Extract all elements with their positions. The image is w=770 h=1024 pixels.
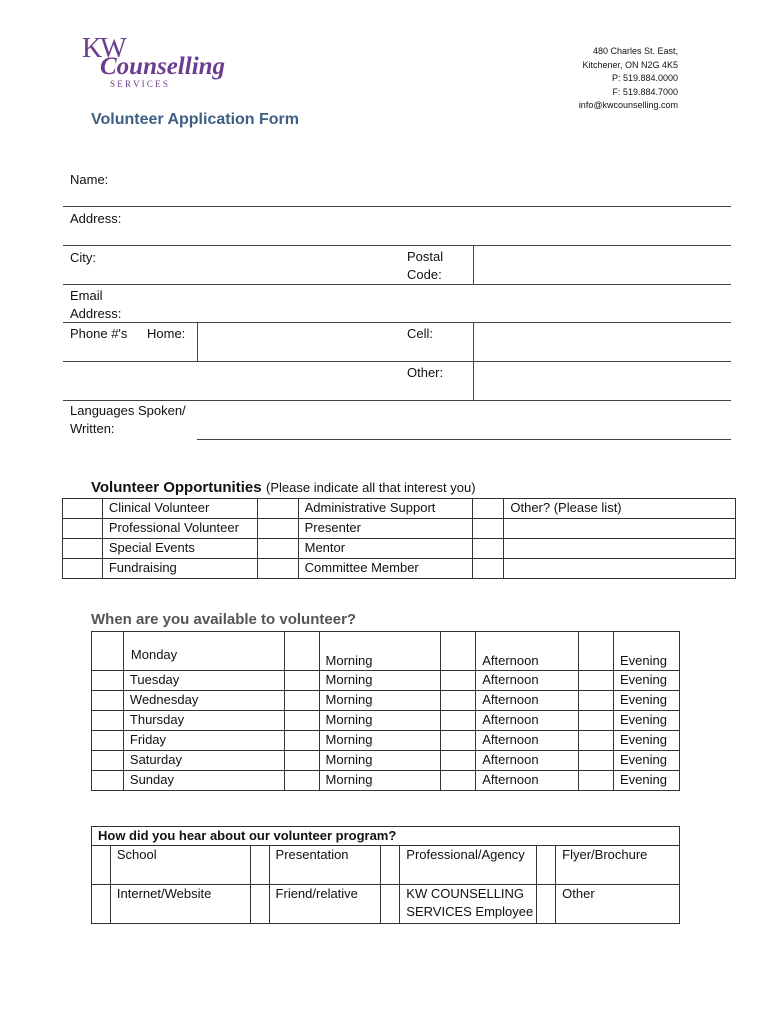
opportunities-table — [62, 498, 736, 579]
checkbox[interactable] — [92, 846, 111, 885]
day-label: Tuesday — [123, 671, 284, 691]
option-label: Committee Member — [298, 559, 473, 579]
slot-label: Morning — [319, 731, 441, 751]
option-label: Presentation — [269, 846, 381, 885]
slot-checkbox[interactable] — [441, 711, 476, 731]
checkbox[interactable] — [63, 519, 103, 539]
option-label: Other? (Please list) — [504, 499, 736, 519]
option-label: Other — [556, 885, 680, 924]
option-label: Flyer/Brochure — [556, 846, 680, 885]
name-field[interactable] — [130, 168, 730, 206]
table-row — [63, 539, 736, 559]
languages-label-line: Languages Spoken/ — [70, 403, 186, 418]
other-input[interactable] — [504, 559, 736, 579]
logo-counselling: Counselling — [100, 53, 226, 80]
logo-kw: KW — [82, 33, 125, 64]
slot-label: Morning — [319, 691, 441, 711]
option-label-line: SERVICES Employee — [406, 904, 534, 919]
day-checkbox[interactable] — [92, 711, 124, 731]
day-label: Sunday — [123, 771, 284, 791]
slot-checkbox[interactable] — [284, 632, 319, 671]
slot-checkbox[interactable] — [284, 771, 319, 791]
table-row — [92, 711, 680, 731]
slot-label: Morning — [319, 751, 441, 771]
other-phone-label: Other: — [407, 365, 444, 380]
slot-checkbox[interactable] — [441, 632, 476, 671]
checkbox[interactable] — [63, 559, 103, 579]
day-label: Friday — [123, 731, 284, 751]
other-input[interactable] — [504, 519, 736, 539]
day-checkbox[interactable] — [92, 632, 124, 671]
slot-checkbox[interactable] — [579, 751, 614, 771]
opportunities-title: Volunteer Opportunities — [91, 479, 262, 496]
slot-label: Afternoon — [476, 771, 579, 791]
address-field[interactable] — [130, 207, 730, 245]
checkbox[interactable] — [92, 885, 111, 924]
table-row — [92, 632, 680, 671]
day-label: Saturday — [123, 751, 284, 771]
day-checkbox[interactable] — [92, 731, 124, 751]
address-label: Address: — [70, 211, 122, 226]
checkbox[interactable] — [473, 539, 504, 559]
table-row — [92, 771, 680, 791]
table-row — [63, 559, 736, 579]
slot-label: Afternoon — [476, 671, 579, 691]
slot-checkbox[interactable] — [441, 731, 476, 751]
languages-label — [70, 402, 186, 438]
slot-label: Afternoon — [476, 632, 579, 671]
option-label: Special Events — [102, 539, 257, 559]
slot-checkbox[interactable] — [284, 711, 319, 731]
slot-checkbox[interactable] — [579, 731, 614, 751]
postal-code-field[interactable] — [474, 246, 730, 284]
checkbox[interactable] — [257, 539, 298, 559]
checkbox[interactable] — [63, 499, 103, 519]
option-label: Fundraising — [102, 559, 257, 579]
slot-checkbox[interactable] — [579, 632, 614, 671]
cell-label: Cell: — [407, 326, 434, 341]
slot-label: Morning — [319, 632, 441, 671]
table-row — [63, 519, 736, 539]
slot-checkbox[interactable] — [284, 731, 319, 751]
address-line: Kitchener, ON N2G 4K5 — [582, 59, 678, 70]
slot-checkbox[interactable] — [284, 691, 319, 711]
checkbox[interactable] — [63, 539, 103, 559]
other-input[interactable] — [504, 539, 736, 559]
checkbox[interactable] — [537, 846, 556, 885]
option-label: Professional/Agency — [400, 846, 537, 885]
slot-label: Evening — [613, 671, 679, 691]
opportunities-subtitle: (Please indicate all that interest you) — [266, 480, 476, 495]
slot-checkbox[interactable] — [441, 671, 476, 691]
table-row — [92, 731, 680, 751]
email-line: info@kwcounselling.com — [578, 100, 678, 110]
slot-label: Morning — [319, 671, 441, 691]
checkbox[interactable] — [250, 846, 269, 885]
table-row — [92, 751, 680, 771]
day-checkbox[interactable] — [92, 751, 124, 771]
option-label-line: KW COUNSELLING — [406, 886, 525, 901]
slot-label: Morning — [319, 771, 441, 791]
divider — [197, 439, 731, 440]
table-row — [92, 885, 680, 924]
slot-label: Evening — [613, 632, 679, 671]
table-row — [92, 846, 680, 885]
referral-table — [91, 826, 680, 924]
option-label — [400, 885, 537, 924]
checkbox[interactable] — [381, 885, 400, 924]
checkbox[interactable] — [381, 846, 400, 885]
option-label: Mentor — [298, 539, 473, 559]
table-row — [63, 499, 736, 519]
checkbox[interactable] — [537, 885, 556, 924]
fax-line: F: 519.884.7000 — [612, 86, 678, 97]
day-checkbox[interactable] — [92, 771, 124, 791]
slot-checkbox[interactable] — [441, 691, 476, 711]
logo — [82, 34, 242, 90]
referral-title: How did you hear about our volunteer program? — [92, 827, 680, 846]
slot-label: Evening — [613, 771, 679, 791]
availability-table — [91, 631, 680, 791]
email-field[interactable] — [130, 285, 730, 322]
checkbox[interactable] — [257, 559, 298, 579]
slot-label: Evening — [613, 691, 679, 711]
table-header-row — [92, 827, 680, 846]
option-label: Administrative Support — [298, 499, 473, 519]
postal-label-line: Postal — [407, 249, 444, 264]
day-checkbox[interactable] — [92, 671, 124, 691]
email-label-line: Email — [70, 288, 103, 303]
checkbox[interactable] — [250, 885, 269, 924]
contact-address — [579, 45, 678, 113]
slot-checkbox[interactable] — [284, 671, 319, 691]
day-label: Monday — [123, 632, 284, 671]
availability-title: When are you available to volunteer? — [91, 611, 357, 628]
languages-label-line: Written: — [70, 421, 115, 436]
day-checkbox[interactable] — [92, 691, 124, 711]
phone-label: Phone #'s — [70, 326, 128, 341]
day-label: Thursday — [123, 711, 284, 731]
postal-label — [407, 248, 443, 284]
option-label: Friend/relative — [269, 885, 381, 924]
option-label: Internet/Website — [110, 885, 250, 924]
slot-label: Morning — [319, 711, 441, 731]
opportunities-heading — [91, 479, 476, 497]
option-label: Professional Volunteer — [102, 519, 257, 539]
slot-label: Evening — [613, 731, 679, 751]
address-line: 480 Charles St. East, — [592, 46, 678, 56]
city-label: City: — [70, 250, 96, 265]
slot-checkbox[interactable] — [579, 691, 614, 711]
other-phone-field[interactable] — [474, 362, 730, 400]
slot-checkbox[interactable] — [284, 751, 319, 771]
slot-label: Evening — [613, 711, 679, 731]
checkbox[interactable] — [473, 559, 504, 579]
city-field[interactable] — [110, 246, 398, 284]
logo-services: S E R V I C E S — [110, 79, 168, 89]
slot-checkbox[interactable] — [579, 671, 614, 691]
checkbox[interactable] — [257, 519, 298, 539]
slot-checkbox[interactable] — [579, 711, 614, 731]
slot-checkbox[interactable] — [441, 751, 476, 771]
slot-label: Afternoon — [476, 731, 579, 751]
languages-field[interactable] — [198, 401, 730, 439]
checkbox[interactable] — [473, 499, 504, 519]
email-label — [70, 287, 121, 323]
cell-phone-field[interactable] — [474, 323, 730, 361]
slot-label: Afternoon — [476, 711, 579, 731]
table-row — [92, 671, 680, 691]
table-row — [92, 691, 680, 711]
slot-label: Evening — [613, 751, 679, 771]
home-label: Home: — [147, 326, 186, 341]
form-title: Volunteer Application Form — [91, 111, 300, 128]
name-label: Name: — [70, 172, 109, 187]
slot-checkbox[interactable] — [579, 771, 614, 791]
checkbox[interactable] — [257, 499, 298, 519]
checkbox[interactable] — [473, 519, 504, 539]
option-label: Presenter — [298, 519, 473, 539]
postal-label-line: Code: — [407, 267, 442, 282]
slot-checkbox[interactable] — [441, 771, 476, 791]
option-label: School — [110, 846, 250, 885]
slot-label: Afternoon — [476, 691, 579, 711]
email-label-line: Address: — [70, 306, 122, 321]
day-label: Wednesday — [123, 691, 284, 711]
phone-line: P: 519.884.0000 — [611, 73, 678, 83]
option-label: Clinical Volunteer — [102, 499, 257, 519]
slot-label: Afternoon — [476, 751, 579, 771]
home-phone-field[interactable] — [198, 323, 398, 361]
